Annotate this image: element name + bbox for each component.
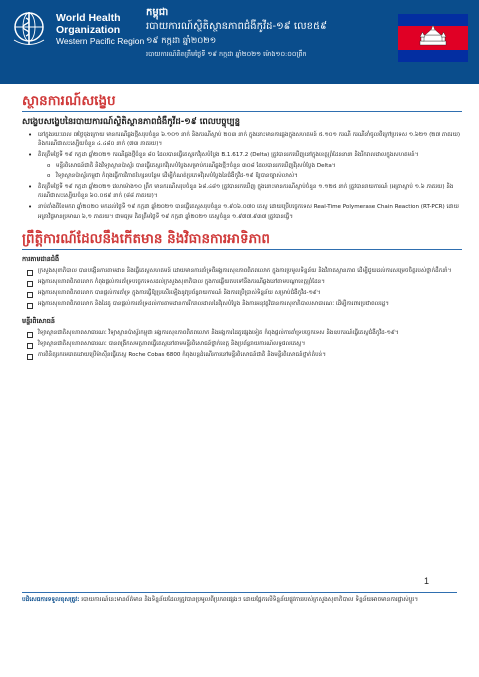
disclaimer-text: របាយការណ៍នេះមានព័ត៌មាន និងទិន្នន័យដែលត្រូវបានប្រមូលពីប្រភពផ្សេងៗ ដោយផ្អែកលើទិន្នន័យផ្លូវការរបស់ក្រសួងសុខាភិបាល ទិន្នន័យអាចមានការផ្លាស់ប្តូរ។ bbox=[81, 597, 419, 603]
list-item: ការពិនិត្យរកមេរោគដោយប្រើម៉ាស៊ីនធ្វើតេស្ត Roche Cobas 6800 កំពុងបន្តដំណើរការនៅមន្ទីរពិសោធន៍ជាតិ និងមន្ទីរពិសោធន៍ថ្នាក់តំបន់។ bbox=[38, 351, 462, 360]
variant-sub-bullets bbox=[38, 162, 462, 181]
report-cutoff: របាយការណ៍គិតត្រឹមថ្ងៃទី ១៩ កក្កដា ឆ្នាំ២០២១ ម៉ោង១០:០០ព្រឹក bbox=[146, 50, 307, 58]
country-name: កម្ពុជា bbox=[146, 7, 169, 18]
list-item: • គិតត្រឹមថ្ងៃទី ១៩ កក្កដា ឆ្នាំ២០២១ វេលាម៉ោង១០ ព្រឹក មានករណីសរុបចំនួន ៦៨.៤៨១ ត្រូវបានរកឃើញ ក្នុងនោះមានករណីស្លាប់ចំនួន ១.១២៥ នាក់ ត្រូវបានរាយការណ៍ (អត្រាស្លាប់ ១.៦ ភាគរយ) និងករណីជាសះស្បើយចំនួន ៦០.០៥៩ នាក់ (៨៨ ភាគរយ)។ bbox=[38, 183, 462, 201]
disclaimer-label: បដិសេធការទទួលខុសត្រូវ: bbox=[22, 597, 80, 603]
who-wordmark bbox=[56, 12, 144, 47]
sub-list-item: o មន្ទីរពិសោធន៍ជាតិ និងវិទ្យាស្ថានប៉ាស្ទ័រ បានធ្វើតេស្តរកវីរុសបំប្លែងសម្រាប់ករណីឆ្លងថ្មីៗចំនួន ៣០៨ ដែលបានរកឃើញវីរុសបំប្លែង Delta។ bbox=[56, 162, 462, 171]
situation-subheading: សង្ខេបសង្ខេបនៃរបាយការណ៍ស្ថិតិស្ថានភាពជំងឺកូវីដ-១៩ ពេលបច្ចុប្បន្ន bbox=[22, 117, 240, 127]
disclaimer-footnote bbox=[22, 596, 452, 605]
page-number: 1 bbox=[424, 576, 430, 586]
laboratory-subheading: មន្ទីរពិសោធន៍ bbox=[22, 316, 56, 325]
surveillance-subheading: ការតាមដានជំងឺ bbox=[22, 254, 60, 263]
who-emblem-icon bbox=[10, 10, 52, 48]
report-date: ១៩ កក្កដា ឆ្នាំ២០២១ bbox=[146, 36, 217, 46]
org-name-line2: Organization bbox=[56, 24, 121, 36]
response-heading: ព្រឹត្តិការណ៍ដែលនឹងកើតមាន និងវិធានការអាទិភាព bbox=[22, 230, 271, 247]
list-item: • នាប់តាំងពីខែមករា ឆ្នាំ២០២០ មកដល់ថ្ងៃទី ១៩ កក្កដា ឆ្នាំ២០២១ បានធ្វើតេស្តសរុបចំនួន ១.៩០៦.០៧០ តេស្ត ដោយប្រើបច្ចេកទេស Real-Time Polymerase Chain Reaction (RT-PCR) ដោយអត្រាវិជ្ជមានប្រមាណ ៦,១ ភាគរយ។ ជាមធ្យម គិតត្រឹមថ្ងៃទី ១៩ កក្កដា ឆ្នាំ២០២១ តេស្តចំនួន ១.៩៧៧.៩៣៧ ត្រូវបានធ្វើ។ bbox=[38, 203, 462, 221]
list-item: វិទ្យាស្ថានជាតិសុខភាពសាធារណៈ បានពង្រីកសមត្ថភាពធ្វើតេស្តនៅតាមមន្ទីរពិសោធន៍ថ្នាក់ខេត្ត និងប្រព័ន្ធរាយការណ៍លទ្ធផលតេស្ត។ bbox=[38, 340, 462, 349]
list-item: ក្រសួងសុខាភិបាល បានបង្កើនការតាមដាន និងធ្វើតេស្តសហគមន៍ ដោយមានការគាំទ្រពីអង្គការសុខភាពពិភពលោក ក្នុងការប្រមូលទិន្នន័យ និងវិភាគស្ថានភាព ដើម្បីជួយដល់ការសម្រេចចិត្តរបស់ថ្នាក់ដឹកនាំ។ bbox=[38, 267, 462, 276]
list-item bbox=[38, 151, 462, 181]
surveillance-list bbox=[22, 267, 462, 310]
section-divider bbox=[22, 111, 462, 112]
list-item-text: គិតត្រឹមថ្ងៃទី ១៩ កក្កដា ឆ្នាំ២០២១ ករណីឆ្លងថ្មីចំនួន ៨០ ដែលបានធ្វើតេស្តរកវីរុសបំប្លែង B.1.617.2 (Delta) ត្រូវបានរកឃើញនៅក្នុងខេត្តព្រំដែននានា និងរីករាលដាលក្នុងសហគមន៍។ bbox=[38, 152, 419, 159]
org-region: Western Pacific Region bbox=[56, 36, 145, 46]
situation-bullets bbox=[22, 131, 462, 222]
org-name-line1: World Health bbox=[56, 12, 121, 24]
list-item: អង្គការសុខភាពពិភពលោក កំពុងផ្តល់ការគាំទ្របច្ចេកទេសដល់ក្រសួងសុខាភិបាល ក្នុងការឆ្លើយតបទៅនឹងករណីឆ្លងនៅតាមបណ្តាខេត្តព្រំដែន។ bbox=[38, 278, 462, 287]
laboratory-list bbox=[22, 329, 462, 361]
situation-heading: ស្ថានការណ៍សង្ខេប bbox=[22, 93, 116, 109]
report-header bbox=[0, 0, 479, 84]
section-divider bbox=[22, 249, 462, 250]
list-item: • នៅក្នុងរយៈពេល ៧ថ្ងៃចុងក្រោយ មានករណីឆ្លងថ្មីសរុបចំនួន ៦.១០១ នាក់ និងករណីស្លាប់ ២០៣ នាក់ ក្នុងនោះមានការឆ្លងក្នុងសហគមន៍ ៥.១០១ ករណី ករណីនាំចូលពីក្រៅប្រទេស ១.៦២១ (២៧ ភាគរយ) និងករណីជាសះស្បើយចំនួន ៤.៤៨០ នាក់ (៧៣ ភាគរយ)។ bbox=[38, 131, 462, 149]
sub-list-item: o វិទ្យាស្ថានប៉ាស្ទ័រកម្ពុជា កំពុងធ្វើការវិភាគហ្សែនបន្ថែម ដើម្បីកំណត់ប្រភេទវីរុសបំប្លែងនៃជំងឺកូវីដ-១៩ ឱ្យបានច្បាស់លាស់។ bbox=[56, 172, 462, 181]
report-body bbox=[22, 92, 462, 362]
cambodia-flag-icon bbox=[398, 14, 468, 62]
footer-divider bbox=[22, 592, 457, 593]
header-titles bbox=[146, 6, 371, 60]
report-title: របាយការណ៍ស្ថិតិស្ថានភាពជំងឺកូវីដ-១៩ លេខ៥៩ bbox=[146, 21, 328, 32]
list-item: អង្គការសុខភាពពិភពលោក និងដៃគូ បានផ្តល់ការគាំទ្រដល់ការតាមដានការរីករាលដាលនៃវីរុសបំប្លែង និងការអនុវត្តវិធានការសុខាភិបាលសាធារណៈ ដើម្បីការពារប្រជាពលរដ្ឋ។ bbox=[38, 300, 462, 309]
list-item: វិទ្យាស្ថានជាតិសុខភាពសាធារណៈ វិទ្យាស្ថានប៉ាស្ទ័រកម្ពុជា អង្គការសុខភាពពិភពលោក និងអង្គការដៃគូផ្សេងទៀត កំពុងផ្តល់ការគាំទ្របច្ចេកទេស និងឧបករណ៍ធ្វើតេស្តជំងឺកូវីដ-១៩។ bbox=[38, 329, 462, 338]
list-item: អង្គការសុខភាពពិភពលោក បានផ្តល់ការគាំទ្រ ក្នុងការធ្វើឱ្យប្រសើរឡើងនូវប្រព័ន្ធរាយការណ៍ និងការប្រើប្រាស់ទិន្នន័យ សម្រាប់ជំងឺកូវីដ-១៩។ bbox=[38, 289, 462, 298]
